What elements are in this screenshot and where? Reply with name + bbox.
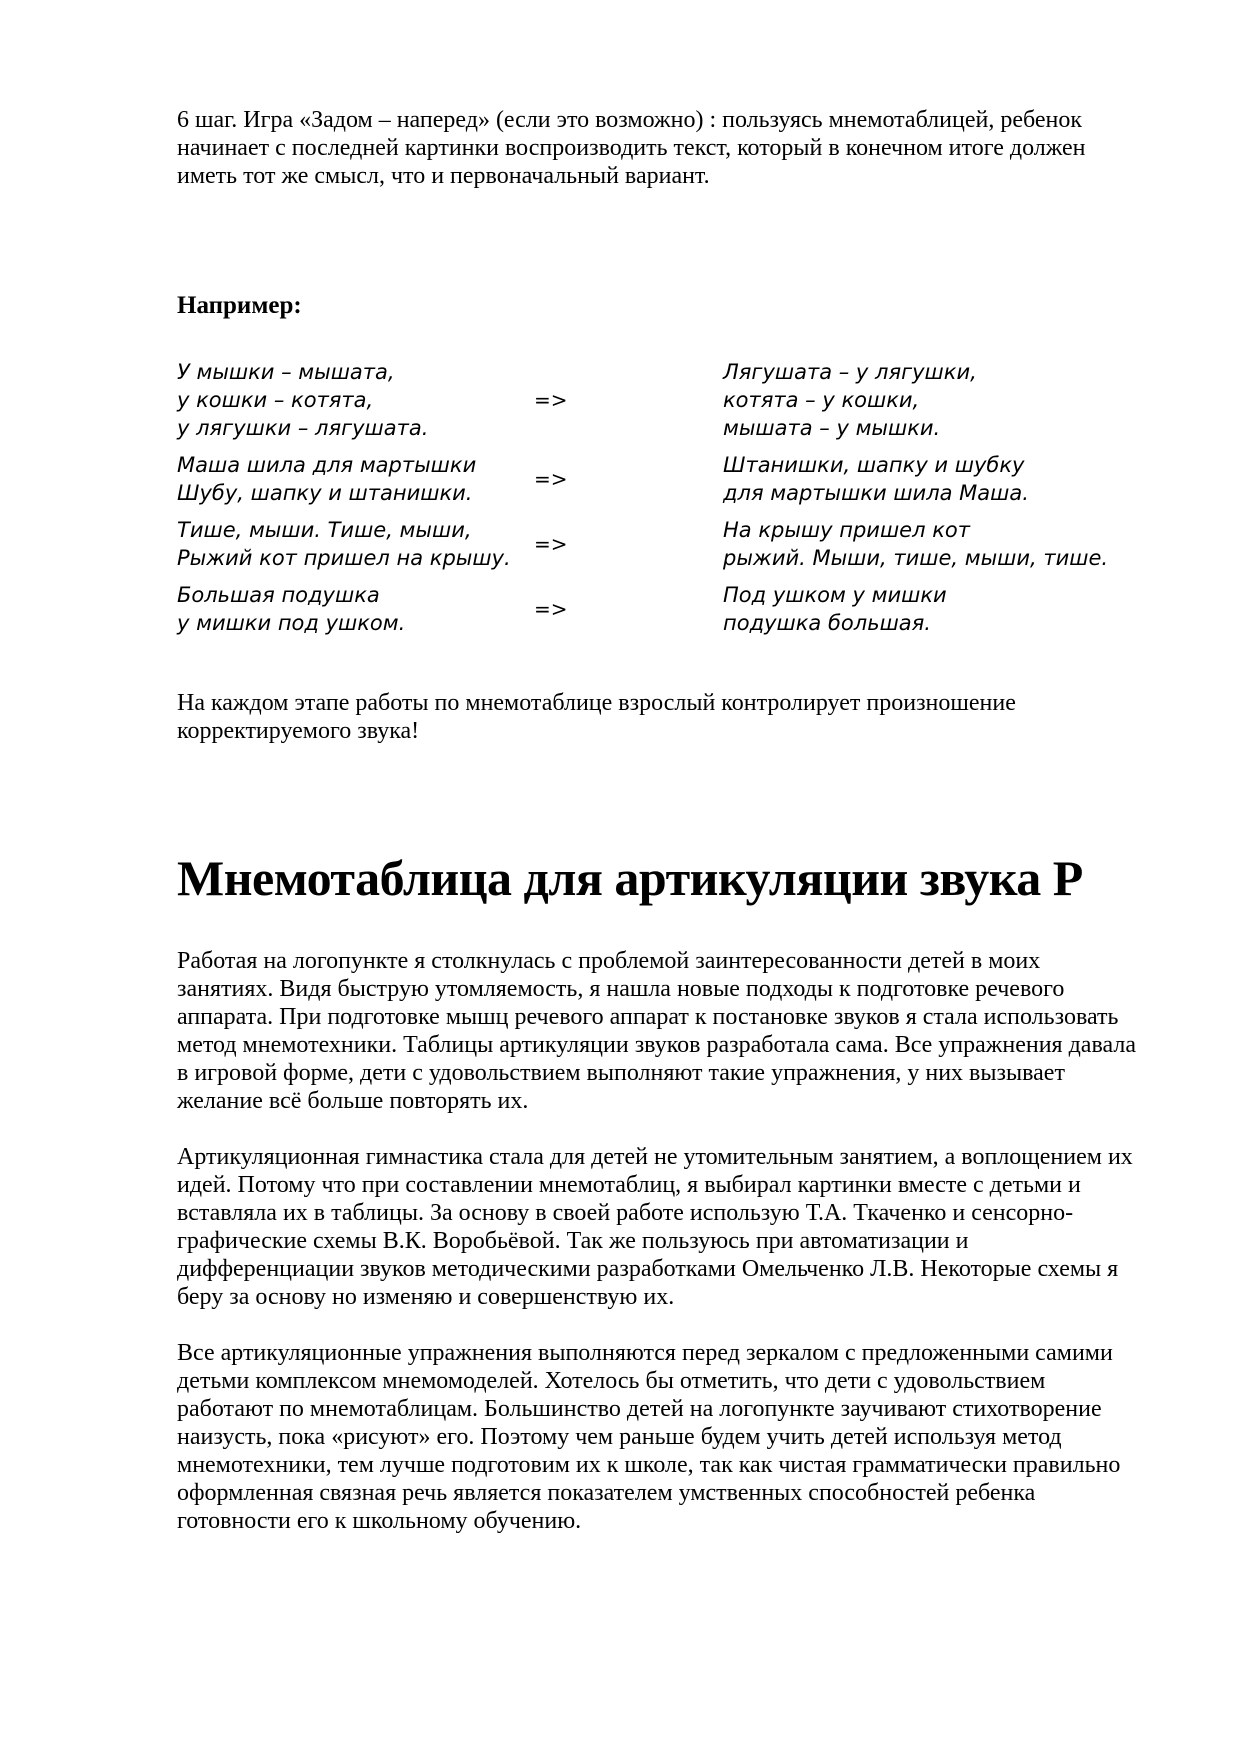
verse-line: Под ушком у мишки xyxy=(723,583,947,607)
table-row xyxy=(177,581,1140,637)
verse-line: Большая подушка xyxy=(177,583,380,607)
table-row xyxy=(177,451,1140,507)
arrow-cell xyxy=(530,597,723,621)
body-paragraph: Работая на логопункте я столкнулась с проблемой заинтересованности детей в моих занятиях. Видя быструю утомляемость, я нашла новые подходы к подготовке речевого аппарата. При подготовке мышц речевого аппарат к постановке звуков я стала использовать метод мнемотехники. Таблицы артикуляции звуков разработала сама. Все упражнения давала в игровой форме, дети с удовольствием выполняют такие упражнения, у них вызывает желание всё больше повторять их. xyxy=(177,948,1136,1114)
verse-line: Тише, мыши. Тише, мыши, xyxy=(177,518,472,542)
verse-line: для мартышки шила Маша. xyxy=(723,481,1029,505)
arrow-right-icon: => xyxy=(534,467,568,491)
arrow-right-icon: => xyxy=(534,597,568,621)
arrow-cell xyxy=(530,388,723,412)
verse-line: рыжий. Мыши, тише, мыши, тише. xyxy=(723,546,1109,570)
body-paragraph: Артикуляционная гимнастика стала для детей не утомительным занятием, а воплощением их идей. Потому что при составлении мнемотаблиц, я выбирал картинки вместе с детьми и вставляла их в таблицы. За основу в своей работе использую Т.А. Ткаченко и сенсорно-графические схемы В.К. Воробьёвой. Так же пользуюсь при автоматизации и дифференциации звуков методическими разработками Омельченко Л.В. Некоторые схемы я беру за основу но изменяю и совершенствую их. xyxy=(177,1144,1133,1310)
original-verse-cell xyxy=(177,451,530,507)
intro-paragraph: 6 шаг. Игра «Задом – наперед» (если это возможно) : пользуясь мнемотаблицей, ребенок начинает с последней картинки воспроизводить текст, который в конечном итоге должен иметь тот же смысл, что и первоначальный вариант. xyxy=(177,107,1086,189)
arrow-cell xyxy=(530,467,723,491)
verse-line: подушка большая. xyxy=(723,611,931,635)
original-verse-cell xyxy=(177,358,530,442)
table-row xyxy=(177,358,1140,442)
example-heading: Например: xyxy=(177,292,302,319)
original-verse-cell xyxy=(177,516,530,572)
verse-line: котята – у кошки, xyxy=(723,388,920,412)
verse-line: На крышу пришел кот xyxy=(723,518,970,542)
original-verse-cell xyxy=(177,581,530,637)
reversed-verse-cell xyxy=(723,358,1140,442)
verse-line: Шубу, шапку и штанишки. xyxy=(177,481,473,505)
verse-line: Лягушата – у лягушки, xyxy=(723,360,977,384)
body-paragraph: Все артикуляционные упражнения выполняются перед зеркалом с предложенными самими детьми комплексом мнемомоделей. Хотелось бы отметить, что дети с удовольствием работают по мнемотаблицам. Большинство детей на логопункте заучивают стихотворение наизусть, пока «рисуют» его. Поэтому чем раньше будем учить детей используя метод мнемотехники, тем лучше подготовим их к школе, так как чистая грамматически правильно оформленная связная речь является показателем умственных способностей ребенка готовности его к школьному обучению. xyxy=(177,1340,1121,1534)
table-row xyxy=(177,516,1140,572)
reversed-verse-cell xyxy=(723,581,1140,637)
verse-line: У мышки – мышата, xyxy=(177,360,395,384)
page-title: Мнемотаблица для артикуляции звука Р xyxy=(177,850,1083,906)
arrow-cell xyxy=(530,532,723,556)
verse-line: Рыжий кот пришел на крышу. xyxy=(177,546,511,570)
reversed-verse-cell xyxy=(723,451,1140,507)
example-table xyxy=(177,358,1140,637)
reversed-verse-cell xyxy=(723,516,1140,572)
verse-line: у мишки под ушком. xyxy=(177,611,406,635)
verse-line: у лягушки – лягушата. xyxy=(177,416,429,440)
verse-line: у кошки – котята, xyxy=(177,388,374,412)
verse-line: Штанишки, шапку и шубку xyxy=(723,453,1025,477)
verse-line: Маша шила для мартышки xyxy=(177,453,477,477)
note-paragraph: На каждом этапе работы по мнемотаблице взрослый контролирует произношение корректируемого звука! xyxy=(177,690,1016,744)
arrow-right-icon: => xyxy=(534,532,568,556)
arrow-right-icon: => xyxy=(534,388,568,412)
verse-line: мышата – у мышки. xyxy=(723,416,941,440)
